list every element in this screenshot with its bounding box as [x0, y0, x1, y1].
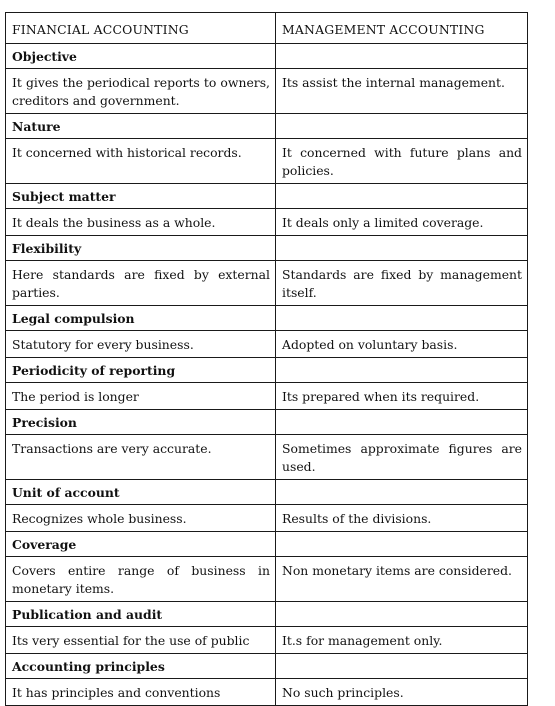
table-row: [6, 505, 528, 532]
table-row: [6, 209, 528, 236]
section-title: Nature: [6, 114, 276, 139]
section-row-legal-compulsion: [6, 306, 528, 331]
section-row-nature: [6, 114, 528, 139]
financial-cell: Its very essential for the use of public: [6, 627, 276, 654]
table-row: [6, 435, 528, 480]
section-title: Subject matter: [6, 184, 276, 209]
management-cell: Its prepared when its required.: [276, 383, 528, 410]
financial-cell: It has principles and conventions: [6, 679, 276, 706]
section-empty-cell: [276, 358, 528, 383]
financial-cell: Covers entire range of business in monetary items.: [6, 557, 276, 602]
section-row-publication-and-audit: [6, 602, 528, 627]
management-cell: It.s for management only.: [276, 627, 528, 654]
section-title: Publication and audit: [6, 602, 276, 627]
management-cell: It concerned with future plans and policies.: [276, 139, 528, 184]
section-row-flexibility: [6, 236, 528, 261]
section-row-unit-of-account: [6, 480, 528, 505]
financial-cell: The period is longer: [6, 383, 276, 410]
section-empty-cell: [276, 602, 528, 627]
section-empty-cell: [276, 532, 528, 557]
table-row: [6, 557, 528, 602]
comparison-document: [5, 12, 527, 706]
section-row-accounting-principles: [6, 654, 528, 679]
header-management-accounting: MANAGEMENT ACCOUNTING: [276, 13, 528, 44]
section-row-subject-matter: [6, 184, 528, 209]
section-row-coverage: [6, 532, 528, 557]
table-row: [6, 679, 528, 706]
section-empty-cell: [276, 114, 528, 139]
table-body: [6, 44, 528, 706]
section-empty-cell: [276, 236, 528, 261]
management-cell: Results of the divisions.: [276, 505, 528, 532]
table-row: [6, 261, 528, 306]
financial-cell: It deals the business as a whole.: [6, 209, 276, 236]
management-cell: Sometimes approximate figures are used.: [276, 435, 528, 480]
section-title: Flexibility: [6, 236, 276, 261]
financial-cell: It concerned with historical records.: [6, 139, 276, 184]
section-empty-cell: [276, 480, 528, 505]
management-cell: Adopted on voluntary basis.: [276, 331, 528, 358]
comparison-table: [5, 12, 528, 706]
section-empty-cell: [276, 184, 528, 209]
financial-cell: Here standards are fixed by external parties.: [6, 261, 276, 306]
section-title: Legal compulsion: [6, 306, 276, 331]
section-title: Accounting principles: [6, 654, 276, 679]
table-row: [6, 139, 528, 184]
header-row: [6, 13, 528, 44]
section-title: Precision: [6, 410, 276, 435]
management-cell: Non monetary items are considered.: [276, 557, 528, 602]
section-empty-cell: [276, 654, 528, 679]
section-row-objective: [6, 44, 528, 69]
section-title: Objective: [6, 44, 276, 69]
table-row: [6, 627, 528, 654]
financial-cell: Statutory for every business.: [6, 331, 276, 358]
section-empty-cell: [276, 44, 528, 69]
management-cell: No such principles.: [276, 679, 528, 706]
management-cell: Standards are fixed by management itself.: [276, 261, 528, 306]
financial-cell: Transactions are very accurate.: [6, 435, 276, 480]
financial-cell: It gives the periodical reports to owners, creditors and government.: [6, 69, 276, 114]
management-cell: Its assist the internal management.: [276, 69, 528, 114]
section-row-periodicity-of-reporting: [6, 358, 528, 383]
section-title: Unit of account: [6, 480, 276, 505]
financial-cell: Recognizes whole business.: [6, 505, 276, 532]
table-row: [6, 69, 528, 114]
section-title: Periodicity of reporting: [6, 358, 276, 383]
section-empty-cell: [276, 410, 528, 435]
section-row-precision: [6, 410, 528, 435]
section-empty-cell: [276, 306, 528, 331]
table-row: [6, 331, 528, 358]
header-financial-accounting: FINANCIAL ACCOUNTING: [6, 13, 276, 44]
management-cell: It deals only a limited coverage.: [276, 209, 528, 236]
table-row: [6, 383, 528, 410]
section-title: Coverage: [6, 532, 276, 557]
